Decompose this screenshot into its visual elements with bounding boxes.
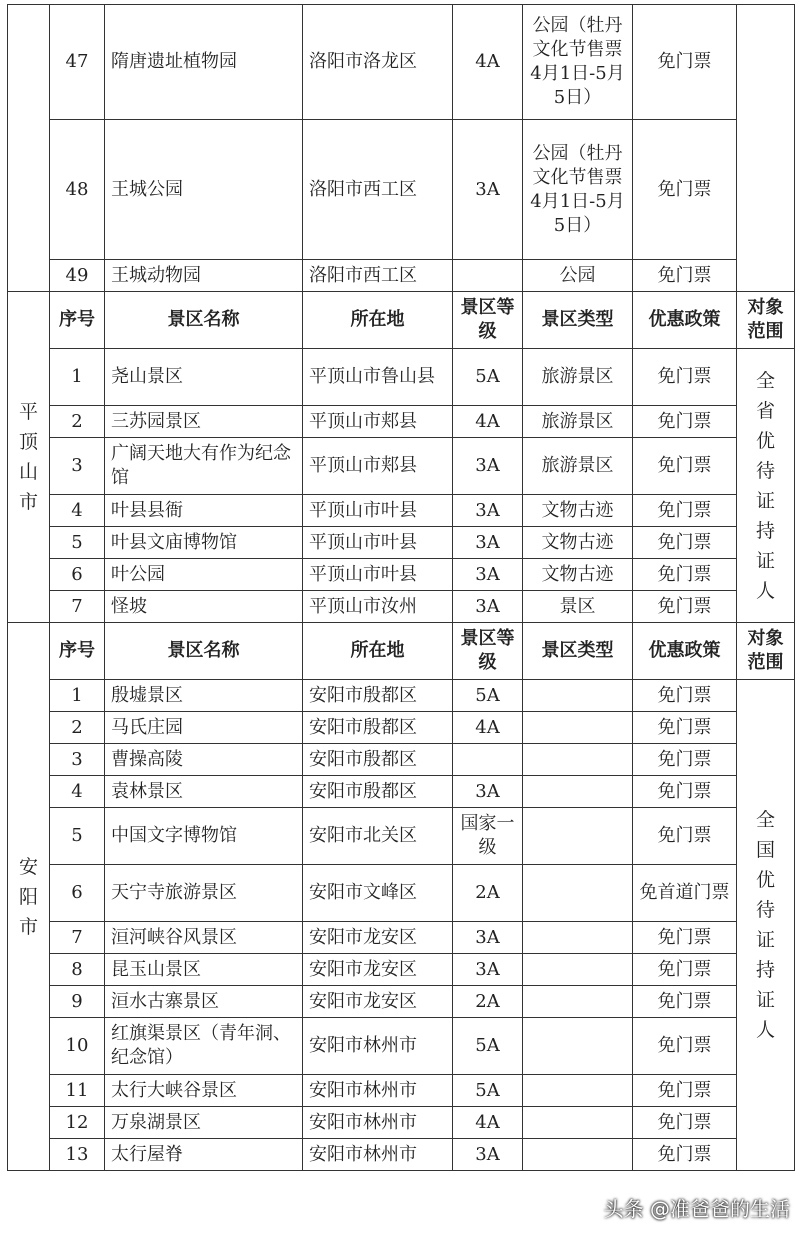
cell-type: 景区	[523, 591, 633, 623]
table-row	[8, 712, 795, 744]
cell-policy: 免门票	[633, 495, 737, 527]
cell-type	[523, 1018, 633, 1075]
cell-location: 洛阳市西工区	[303, 260, 453, 292]
cell-no: 10	[50, 1018, 105, 1075]
cell-no: 8	[50, 954, 105, 986]
cell-type	[523, 986, 633, 1018]
table-row	[8, 1139, 795, 1171]
cell-policy: 免门票	[633, 1107, 737, 1139]
table-row	[8, 1018, 795, 1075]
cell-policy: 免门票	[633, 591, 737, 623]
cell-grade: 3A	[453, 922, 523, 954]
cell-grade: 3A	[453, 591, 523, 623]
cell-type: 旅游景区	[523, 349, 633, 406]
cell-grade: 3A	[453, 527, 523, 559]
cell-type: 公园（牡丹文化节售票4月1日-5月5日）	[523, 120, 633, 260]
header-scope: 对象范围	[737, 623, 795, 680]
cell-grade: 4A	[453, 5, 523, 120]
header-row	[8, 292, 795, 349]
cell-grade: 3A	[453, 776, 523, 808]
table-row	[8, 591, 795, 623]
cell-location: 洛阳市洛龙区	[303, 5, 453, 120]
cell-type: 文物古迹	[523, 527, 633, 559]
cell-no: 9	[50, 986, 105, 1018]
cell-no: 6	[50, 559, 105, 591]
table-row	[8, 495, 795, 527]
cell-name: 广阔天地大有作为纪念馆	[105, 438, 303, 495]
cell-policy: 免门票	[633, 406, 737, 438]
cell-type	[523, 865, 633, 922]
cell-grade: 5A	[453, 349, 523, 406]
cell-name: 三苏园景区	[105, 406, 303, 438]
cell-grade: 5A	[453, 680, 523, 712]
cell-grade: 3A	[453, 120, 523, 260]
cell-no: 2	[50, 406, 105, 438]
table-row	[8, 865, 795, 922]
table-row	[8, 559, 795, 591]
cell-policy: 免门票	[633, 1018, 737, 1075]
cell-location: 安阳市文峰区	[303, 865, 453, 922]
cell-type: 旅游景区	[523, 406, 633, 438]
table-row	[8, 808, 795, 865]
table-row	[8, 922, 795, 954]
table-row	[8, 527, 795, 559]
cell-name: 马氏庄园	[105, 712, 303, 744]
cell-name: 洹水古寨景区	[105, 986, 303, 1018]
table-row	[8, 406, 795, 438]
cell-policy: 免门票	[633, 954, 737, 986]
cell-type	[523, 1139, 633, 1171]
cell-no: 5	[50, 808, 105, 865]
cell-grade: 3A	[453, 1139, 523, 1171]
cell-location: 安阳市林州市	[303, 1139, 453, 1171]
header-policy: 优惠政策	[633, 292, 737, 349]
cell-policy: 免门票	[633, 559, 737, 591]
cell-policy: 免门票	[633, 680, 737, 712]
table-row	[8, 120, 795, 260]
table-row	[8, 680, 795, 712]
cell-type	[523, 680, 633, 712]
header-no: 序号	[50, 292, 105, 349]
cell-location: 安阳市殷都区	[303, 680, 453, 712]
cell-location: 安阳市龙安区	[303, 954, 453, 986]
cell-location: 洛阳市西工区	[303, 120, 453, 260]
cell-location: 安阳市林州市	[303, 1018, 453, 1075]
cell-type	[523, 776, 633, 808]
header-location: 所在地	[303, 623, 453, 680]
table-row	[8, 438, 795, 495]
scope-cell: 全国优待证持证人	[737, 680, 795, 1171]
cell-grade	[453, 260, 523, 292]
header-location: 所在地	[303, 292, 453, 349]
cell-policy: 免门票	[633, 1139, 737, 1171]
cell-name: 洹河峡谷风景区	[105, 922, 303, 954]
cell-type	[523, 1075, 633, 1107]
header-policy: 优惠政策	[633, 623, 737, 680]
header-name: 景区名称	[105, 623, 303, 680]
cell-policy: 免首道门票	[633, 865, 737, 922]
cell-grade: 3A	[453, 438, 523, 495]
cell-name: 叶公园	[105, 559, 303, 591]
cell-location: 安阳市林州市	[303, 1107, 453, 1139]
cell-location: 平顶山市郏县	[303, 406, 453, 438]
cell-policy: 免门票	[633, 260, 737, 292]
cell-no: 11	[50, 1075, 105, 1107]
cell-type	[523, 712, 633, 744]
table-row	[8, 954, 795, 986]
cell-location: 安阳市龙安区	[303, 922, 453, 954]
cell-location: 平顶山市郏县	[303, 438, 453, 495]
header-row	[8, 623, 795, 680]
cell-location: 安阳市殷都区	[303, 744, 453, 776]
cell-location: 安阳市殷都区	[303, 712, 453, 744]
cell-type	[523, 744, 633, 776]
scope-cell: 全省优待证持证人	[737, 349, 795, 623]
cell-no: 47	[50, 5, 105, 120]
cell-no: 49	[50, 260, 105, 292]
table-row	[8, 744, 795, 776]
cell-name: 叶县文庙博物馆	[105, 527, 303, 559]
cell-location: 安阳市殷都区	[303, 776, 453, 808]
cell-grade: 4A	[453, 712, 523, 744]
cell-type: 旅游景区	[523, 438, 633, 495]
cell-policy: 免门票	[633, 349, 737, 406]
cell-no: 1	[50, 349, 105, 406]
cell-no: 2	[50, 712, 105, 744]
cell-grade: 2A	[453, 986, 523, 1018]
cell-policy: 免门票	[633, 776, 737, 808]
cell-no: 3	[50, 438, 105, 495]
cell-no: 4	[50, 495, 105, 527]
cell-location: 平顶山市叶县	[303, 527, 453, 559]
cell-policy: 免门票	[633, 744, 737, 776]
header-no: 序号	[50, 623, 105, 680]
cell-grade: 5A	[453, 1018, 523, 1075]
cell-location: 平顶山市叶县	[303, 559, 453, 591]
cell-no: 3	[50, 744, 105, 776]
header-type: 景区类型	[523, 623, 633, 680]
cell-location: 安阳市龙安区	[303, 986, 453, 1018]
cell-name: 天宁寺旅游景区	[105, 865, 303, 922]
cell-grade	[453, 744, 523, 776]
city-name: 安阳市	[8, 623, 50, 1171]
cell-type: 文物古迹	[523, 495, 633, 527]
cell-policy: 免门票	[633, 5, 737, 120]
cell-name: 王城公园	[105, 120, 303, 260]
table-body	[8, 5, 795, 1171]
header-grade: 景区等级	[453, 292, 523, 349]
cell-no: 1	[50, 680, 105, 712]
cell-type: 文物古迹	[523, 559, 633, 591]
cell-name: 隋唐遗址植物园	[105, 5, 303, 120]
table-row	[8, 5, 795, 120]
cell-policy: 免门票	[633, 527, 737, 559]
cell-location: 平顶山市叶县	[303, 495, 453, 527]
cell-type	[523, 954, 633, 986]
cell-policy: 免门票	[633, 986, 737, 1018]
cell-policy: 免门票	[633, 438, 737, 495]
cell-grade: 2A	[453, 865, 523, 922]
cell-grade: 国家一级	[453, 808, 523, 865]
scenic-spot-table	[7, 4, 795, 1171]
cell-name: 万泉湖景区	[105, 1107, 303, 1139]
cell-policy: 免门票	[633, 1075, 737, 1107]
cell-no: 48	[50, 120, 105, 260]
cell-no: 7	[50, 591, 105, 623]
cell-name: 王城动物园	[105, 260, 303, 292]
cell-no: 4	[50, 776, 105, 808]
cell-type: 公园（牡丹文化节售票4月1日-5月5日）	[523, 5, 633, 120]
table-row	[8, 1075, 795, 1107]
city-name: 平顶山市	[8, 292, 50, 623]
header-name: 景区名称	[105, 292, 303, 349]
scope-cell-empty	[737, 5, 795, 292]
cell-location: 安阳市北关区	[303, 808, 453, 865]
cell-name: 袁林景区	[105, 776, 303, 808]
cell-grade: 3A	[453, 495, 523, 527]
cell-no: 5	[50, 527, 105, 559]
cell-name: 中国文字博物馆	[105, 808, 303, 865]
cell-policy: 免门票	[633, 922, 737, 954]
cell-no: 7	[50, 922, 105, 954]
cell-grade: 5A	[453, 1075, 523, 1107]
cell-no: 6	[50, 865, 105, 922]
cell-grade: 3A	[453, 559, 523, 591]
cell-grade: 3A	[453, 954, 523, 986]
cell-name: 殷墟景区	[105, 680, 303, 712]
cell-policy: 免门票	[633, 712, 737, 744]
cell-location: 平顶山市鲁山县	[303, 349, 453, 406]
cell-type	[523, 922, 633, 954]
table-row	[8, 260, 795, 292]
cell-type: 公园	[523, 260, 633, 292]
cell-name: 曹操高陵	[105, 744, 303, 776]
watermark: 头条 @准爸爸的生活	[603, 1197, 790, 1221]
header-scope: 对象范围	[737, 292, 795, 349]
header-type: 景区类型	[523, 292, 633, 349]
cell-name: 怪坡	[105, 591, 303, 623]
cell-name: 太行大峡谷景区	[105, 1075, 303, 1107]
cell-grade: 4A	[453, 1107, 523, 1139]
cell-name: 叶县县衙	[105, 495, 303, 527]
table-row	[8, 986, 795, 1018]
cell-policy: 免门票	[633, 120, 737, 260]
table-row	[8, 1107, 795, 1139]
cell-no: 12	[50, 1107, 105, 1139]
cell-name: 尧山景区	[105, 349, 303, 406]
cell-type	[523, 1107, 633, 1139]
cell-no: 13	[50, 1139, 105, 1171]
cell-name: 太行屋脊	[105, 1139, 303, 1171]
cell-name: 红旗渠景区（青年洞、纪念馆）	[105, 1018, 303, 1075]
header-grade: 景区等级	[453, 623, 523, 680]
table-row	[8, 776, 795, 808]
cell-location: 平顶山市汝州	[303, 591, 453, 623]
cell-type	[523, 808, 633, 865]
table-row	[8, 349, 795, 406]
cell-name: 昆玉山景区	[105, 954, 303, 986]
cell-location: 安阳市林州市	[303, 1075, 453, 1107]
cell-grade: 4A	[453, 406, 523, 438]
city-cell-empty	[8, 5, 50, 292]
cell-policy: 免门票	[633, 808, 737, 865]
